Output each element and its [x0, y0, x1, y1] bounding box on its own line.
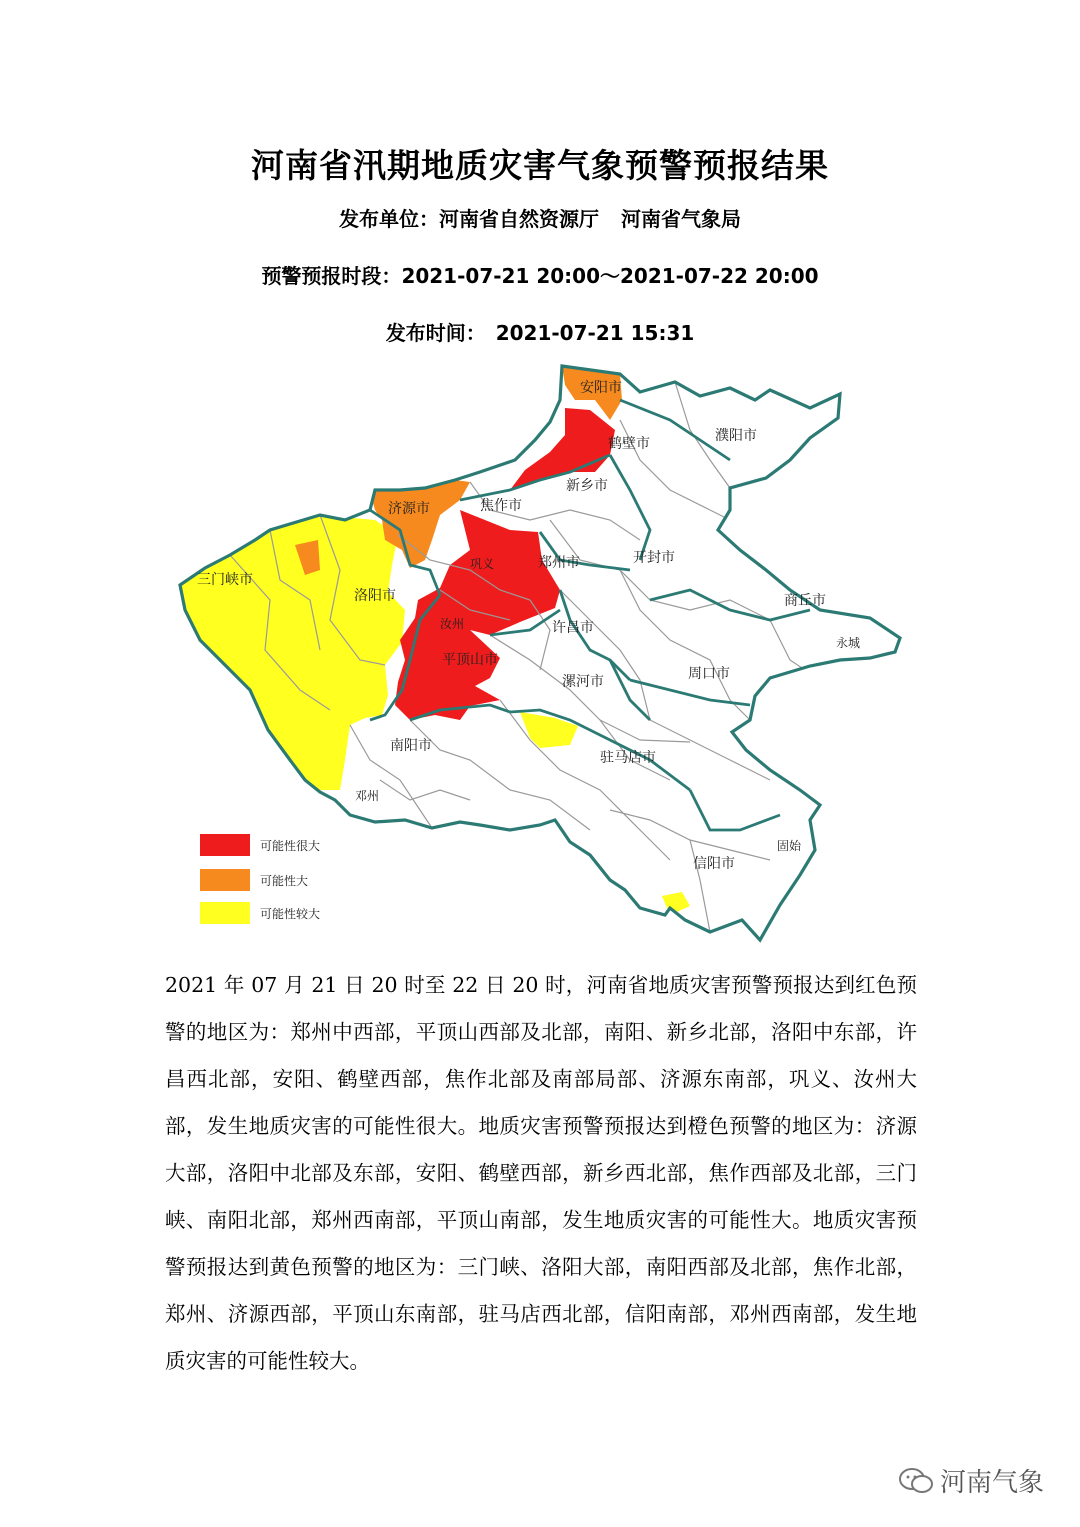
- city-label: 洛阳市: [354, 588, 396, 604]
- city-label: 永城: [836, 636, 861, 650]
- publisher-label: 发布单位：: [339, 207, 439, 231]
- warning-paragraph: 2021 年 07 月 21 日 20 时至 22 日 20 时，河南省地质灾害预警预报达到红色预警的地区为：郑州中西部，平顶山西部及北部，南阳、新乡北部，洛阳中东部，许昌西北部，安阳、鹤壁西部，焦作北部及南部局部、济源东南部，巩义、汝州大部，发生地质灾害的可能性很大。地质灾害预警预报达到橙色预警的地区为：济源大部，洛阳中北部及东部，安阳、鹤壁西部，新乡西北部，焦作西部及北部，三门峡、南阳北部，郑州西南部，平顶山南部，发生地质灾害的可能性大。地质灾害预警预报达到黄色预警的地区为：三门峡、洛阳大部，南阳西部及北部，焦作北部，郑州、济源西部，平顶山东南部，驻马店西北部，信阳南部，邓州西南部，发生地质灾害的可能性较大。: [165, 973, 917, 1373]
- legend: [200, 834, 320, 924]
- city-label: 汝州: [440, 617, 465, 631]
- city-label: 固始: [777, 839, 802, 853]
- period-line: [0, 260, 1080, 289]
- map-svg: [170, 360, 910, 945]
- period-label: 预警预报时段：: [261, 264, 402, 288]
- city-label: 安阳市: [580, 380, 622, 396]
- issue-value: 2021-07-21 15:31: [495, 321, 695, 345]
- legend-label: 可能性较大: [260, 907, 321, 921]
- city-label: 三门峡市: [197, 572, 253, 588]
- city-label: 南阳市: [390, 738, 432, 754]
- legend-swatch-orange: [200, 869, 250, 891]
- city-label: 鹤壁市: [608, 436, 650, 452]
- footer-watermark: [898, 1462, 1044, 1499]
- city-label: 濮阳市: [715, 428, 757, 444]
- period-value: 2021-07-21 20:00～2021-07-22 20:00: [401, 264, 819, 288]
- publisher-1: 河南省自然资源厅: [439, 207, 599, 231]
- wechat-icon: [898, 1467, 934, 1495]
- footer-account: 河南气象: [939, 1468, 1044, 1498]
- city-label: 平顶山市: [442, 652, 498, 668]
- city-label: 许昌市: [552, 620, 594, 636]
- city-label: 焦作市: [480, 498, 522, 514]
- city-label: 新乡市: [566, 478, 608, 494]
- legend-swatch-red: [200, 834, 250, 856]
- issue-label: 发布时间：: [385, 321, 486, 345]
- city-label: 济源市: [388, 501, 430, 517]
- city-label: 巩义: [470, 557, 495, 571]
- legend-label: 可能性很大: [260, 839, 321, 853]
- city-label: 开封市: [633, 550, 675, 566]
- page-title: 河南省汛期地质灾害气象预警预报结果: [251, 146, 829, 185]
- legend-swatch-yellow: [200, 902, 250, 924]
- city-label: 漯河市: [562, 674, 604, 690]
- publisher-2: 河南省气象局: [621, 207, 741, 231]
- legend-label: 可能性大: [260, 874, 309, 888]
- city-label: 周口市: [688, 666, 730, 682]
- city-label: 邓州: [355, 789, 380, 803]
- city-label: 商丘市: [784, 593, 826, 609]
- city-label: 信阳市: [693, 856, 735, 872]
- city-label: 郑州市: [538, 555, 580, 571]
- publisher-line: [0, 203, 1080, 232]
- city-label: 驻马店市: [600, 750, 656, 766]
- issue-line: [0, 317, 1080, 346]
- warning-map: [170, 360, 910, 945]
